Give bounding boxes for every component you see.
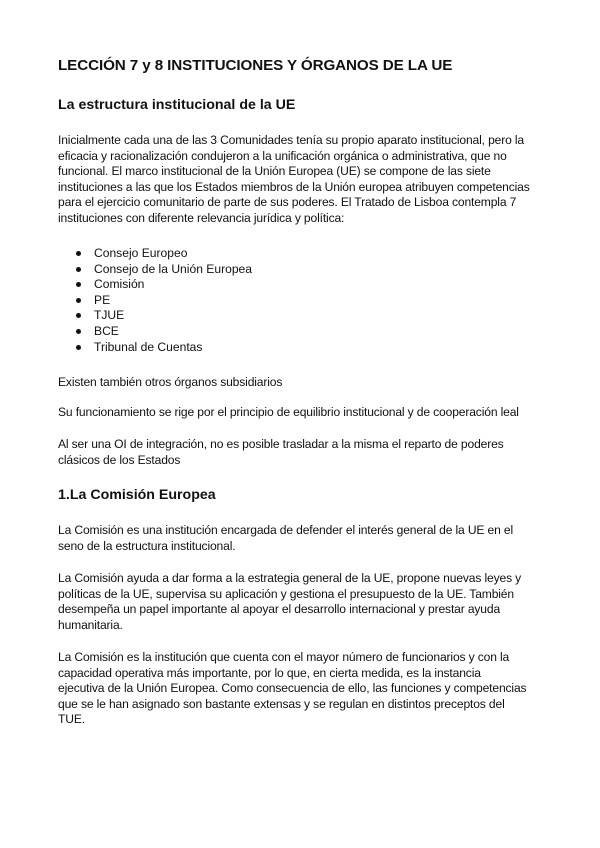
- list-item-label: TJUE: [94, 308, 125, 323]
- list-item: [58, 293, 252, 309]
- list-item-label: Tribunal de Cuentas: [94, 339, 203, 354]
- text-line: Al ser una OI de integración, no es posible trasladar a la misma el reparto de poderes: [58, 437, 504, 451]
- bullet-icon: [76, 329, 81, 334]
- comision-paragraph-3: [58, 650, 548, 728]
- bullet-icon: [76, 282, 81, 287]
- list-item: [58, 340, 252, 356]
- subsidiary-paragraph: [58, 375, 548, 391]
- oi-paragraph: [58, 437, 548, 468]
- text-line: para el ejercicio comunitario de parte de sus poderes. El Tratado de Lisboa contempla 7: [58, 195, 517, 210]
- text-line: La Comisión es una institución encargada de defender el interés general de la UE en el: [58, 523, 514, 537]
- list-item-label: PE: [94, 292, 111, 307]
- text-line: desempeña un papel importante al apoyar el desarrollo internacional y prestar ayuda: [58, 602, 501, 617]
- list-item: [58, 324, 252, 340]
- text-line: La Comisión es la institución que cuenta con el mayor número de funcionarios y con la: [58, 650, 510, 664]
- list-item-label: Consejo de la Unión Europea: [94, 261, 252, 276]
- text-line: instituciones a las que los Estados miembros de la Unión europea atribuyen competencias: [58, 179, 530, 194]
- list-item: [58, 277, 252, 293]
- text-line: Existen también otros órganos subsidiarios: [58, 375, 283, 389]
- list-item-label: Consejo Europeo: [94, 246, 188, 260]
- principle-paragraph: [58, 405, 548, 421]
- text-line: que se le han asignado son bastante extensas y se regulan en distintos preceptos del: [58, 696, 505, 711]
- text-line: Su funcionamiento se rige por el principio de equilibrio institucional y de cooperación leal: [58, 405, 519, 419]
- text-line: instituciones con diferente relevancia jurídica y política:: [58, 210, 345, 225]
- bullet-icon: [76, 345, 81, 350]
- list-item-label: BCE: [94, 323, 119, 338]
- text-line: políticas de la UE, supervisa su aplicación y gestiona el presupuesto de la UE. También: [58, 586, 514, 601]
- comision-paragraph-1: [58, 523, 548, 554]
- text-line: clásicos de los Estados: [58, 452, 181, 467]
- text-line: TUE.: [58, 712, 85, 727]
- list-item-label: Comisión: [94, 277, 145, 292]
- text-line: ejecutiva de la Unión Europea. Como consecuencia de ello, las funciones y competencias: [58, 681, 527, 696]
- text-line: seno de la estructura institucional.: [58, 538, 236, 553]
- text-line: eficacia y racionalización condujeron a la unificación orgánica o administrativa, que no: [58, 148, 507, 163]
- list-item: [58, 246, 252, 262]
- page-title: LECCIÓN 7 y 8 INSTITUCIONES Y ÓRGANOS DE LA UE: [58, 57, 453, 74]
- bullet-icon: [76, 267, 81, 272]
- institutions-list: [58, 246, 252, 355]
- text-line: humanitaria.: [58, 617, 123, 632]
- text-line: Inicialmente cada una de las 3 Comunidades tenía su propio aparato institucional, pero la: [58, 133, 525, 147]
- text-line: funcional. El marco institucional de la Unión Europea (UE) se compone de las siete: [58, 164, 491, 179]
- section-heading-estructura: La estructura institucional de la UE: [58, 97, 296, 113]
- intro-paragraph: [58, 133, 548, 227]
- list-item: [58, 308, 252, 324]
- text-line: La Comisión ayuda a dar forma a la estrategia general de la UE, propone nuevas leyes y: [58, 571, 522, 585]
- text-line: capacidad operativa más importante, por lo que, en cierta medida, es la instancia: [58, 665, 481, 680]
- bullet-icon: [76, 251, 81, 256]
- bullet-icon: [76, 313, 81, 318]
- comision-paragraph-2: [58, 571, 548, 633]
- section-heading-comision: 1.La Comisión Europea: [58, 487, 216, 503]
- list-item: [58, 262, 252, 278]
- bullet-icon: [76, 298, 81, 303]
